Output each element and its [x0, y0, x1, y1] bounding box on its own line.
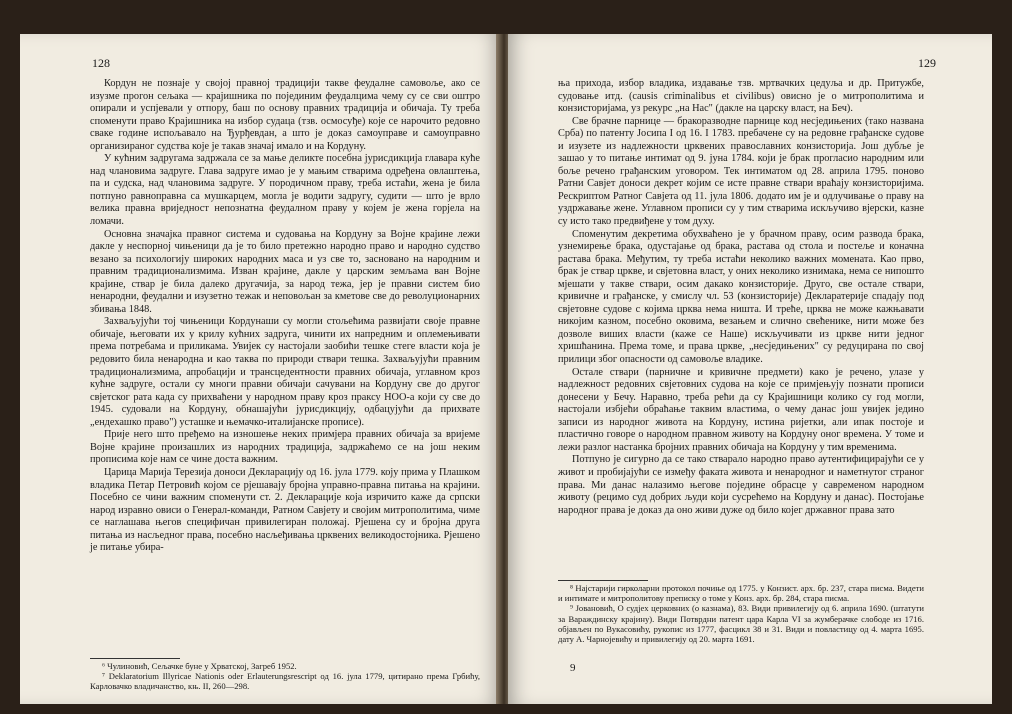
paragraph: Кордун не познаје у својој правној традицији такве феудалне самовоље, ако се изузме прогон сељака — крајишника по појединим феудалцима чему су се сви оштро опирали и успјевали у отпору, баш по основу правних традиција и обичаја. Ту треба споменути право Крајишника на избор судаца (тзв. осмосуђе) које се нарочито редовно сваке године испољавало на Ђурђевдан, а што је доказ самоуправе и самоуправно организираног судства које је такав значај имало и на Кордуну.: [90, 78, 480, 152]
right-page: [508, 34, 992, 704]
body-text: [558, 78, 924, 517]
paragraph: Потпуно је сигурно да се тако стварало народно право аутентифицирајући се у живот и пробијајући се између факата живота и ненародног и наметнутог страног права. Ми данас налазимо његове поједине обрасце у савременом народном животу (рецимо суд добрих људи који сусрећемо на Кордуну и данас). Постојање народног права је доказ да оно живи дуже од било којег државног права зато: [558, 454, 924, 516]
footnote: ⁹ Јовановић, О судјех церковних (о казнама), 83. Види привилегију од 6. априла 1690. (штатути за Вараждинску крајину). Види Потврдни патент цара Карла VI за жумберачке слободе из 1716. објављен по Вукасовићу, рукопис из 1777, фасцикл 38 и 31. Види и повластицу од 4. марта 1695. дату А. Чарнојевићу и привилегију од 20. марта 1691.: [558, 603, 924, 645]
body-text: [90, 78, 480, 555]
footnotes: [558, 583, 924, 644]
paragraph: ња прихода, избор владика, издавање тзв. мртвачких цедуља и др. Притужбе, судовање итд. (causis criminalibus et civilibus) овисно је о митрополитима и конзисторијама, уз рекурс „на Нас" (дакле на царску власт, на Беч).: [558, 78, 924, 115]
paragraph: Споменутим декретима обухваћено је у брачном праву, осим развода брака, узнемирење брака, одустајање од брака, растава од стола и постеље и коначна растава брака. Међутим, ту треба истаћи неколико важних момената. Као прво, брак је ствар цркве, и свјетовна власт, у оних неколико изнимака, нема се нипошто мјешати у такве ствари, осим дакако конзисторије. Друго, све остале ствари, кривичне и грађанске, у смислу чл. 53 (конзисторије) Декларатерије спадају под свјетовне судове с којима црква нема ништа. И треће, црква не може кажњавати никојим казном, посебно оковима, везањем и слично свећенике, нити може без дозволе виших власти (каже се Наше) искључивати из цркве нити једног хришћанина. Према томе, и права цркве, „несједињених" су редуцирана по свој прилици због опасности од самовоље владике.: [558, 228, 924, 366]
paragraph: Царица Марија Терезија доноси Декларацију од 16. јула 1779. коју прима у Плашком владика Петар Петровић којом се рјешавају бројна управно-правна питања на крајини. Посебно се чини важним споменути ст. 2. Декларације која изричито каже да српски народ изравно овиси о Генерал-команди, Ратном Савјету и својим митрополитима, чиме се наглашава његов специфичан привилегиран положај. Рјешена су и бројна друга питања из насљедног права, посебно насљеђивања црквених великодостојника. Рјешено је питање убира-: [90, 466, 480, 554]
footnote: ⁸ Најстарији гирколарни протокол почиње од 1775. у Конзист. арх. бр. 237, стара писма. Видети и интимате и митрополитову преписку о томе у Конз. арх. бр. 284, стара писма.: [558, 583, 924, 604]
page-number: 128: [92, 56, 110, 70]
footnote: ⁷ Deklaratorium Illyricae Nationis oder Erlauterungsrescript од 16. јула 1779, цитирано према Грбићу, Карловачко владичанство, књ. II, 260—298.: [90, 671, 480, 692]
paragraph: У кућним задругама задржала се за мање деликте посебна јурисдикција главара куће над члановима задруге. Глава задруге имао је у мањим стварима одређена овлаштења, па и судска, над члановима задруге. У породичном праву, треба истаћи, жена је била потпуно равноправна са мушкарцем, могла је водити задругу, судити — што је врло велика правна вриједност непознатна феудалном праву у којем је жена горјела на ломачи.: [90, 153, 480, 228]
footnote-divider: [90, 658, 180, 659]
paragraph: Све брачне парнице — бракоразводне парнице код несједињених (тако названа Срба) по патенту Јосипа I од 16. I 1783. пребачене су на редовне грађанске судове и изузете из надлежности црквених православних конзисторија. Још дубље је зашао у то питање интимат од 9. јуна 1784. који је брак прогласио народним или боље речено грађанским уговором. Тек интиматом од 28. априла 1795. поново Ратни Савјет доноси декрет којим се исте правне ствари враћају конзисторијима. Рескриптом Ратног Савјета од 11. јула 1806. додато им је и одлучивање о праву на уздржавање жене. Углавном прописи су у тим стварима искључиво вјерски, казне су исто тако предвиђене у том духу.: [558, 115, 924, 228]
footnote: ⁶ Чулиновић, Сељачке буне у Хрватској, Загреб 1952.: [102, 661, 297, 671]
paragraph: Остале ствари (парничне и кривичне предмети) како је речено, улазе у надлежност редовних свјетовних судова на које се примјењују познати прописи донесени у Бечу. Наравно, треба рећи да су Крајишници колико су год могли, настојали избјећи обраћање таквим властима, о чему данас још увијек једино записи из народног живота на Кордуну, истина ријетки, али ипак постоје и пластично говоре о народном правном животу на Кордуну оног времена. У томе и лежи разлог настанка бројних правних обичаја на Кордуну у тим временима.: [558, 366, 924, 453]
footnote-divider: [558, 580, 648, 581]
paragraph: Захваљујући тој чињеници Кордунаши су могли стољећима развијати своје правне обичаје, његовати их у крилу кућних задруга, чинити их напредним и оплемењивати према потребама и приликама. Увијек су настојали заобићи тешке стеге власти која је редовито била ненародна и као таква по природи ствари тешка. Захваљујући правним традиционализмима, апробацији и трансцедентности правних обичаја, углавном кроз кућне задруге, остали су многи правни обичаји сачувани на Кордуну све до другог свјетског рата када су прихваћени у народном праву кроз праксу НОО-а који су све до 1945. судовали на Кордуну, обнашајући јурисдикцију, одбацујући да прихвате „ендехашко право") усташке и њемачко-италијанске прописе).: [90, 316, 480, 428]
page-number: 129: [918, 56, 936, 70]
paragraph: Основна значајка правног система и судовања на Кордуну за Војне крајине лежи дакле у неспорној чињеници да је то било претежно народно право и народно судство везано за психологију широких народних маса и уз све то, засновано на народним и правним традиционализмима. Изван крајине, дакле у царским земљама ван Војне крајине, ствар је била далеко другачија, за народ тежа, јер је правни систем био ненародни, феудални и изузетно тежак и неповољан за кметове све до револуционарних збивања 1848.: [90, 228, 480, 315]
signature-mark: 9: [570, 662, 576, 674]
left-page: [20, 34, 500, 704]
paragraph: Прије него што пређемо на изношење неких примјера правних обичаја за вријеме Војне крајине произашлих из народних традиција, задржаћемо се на још неким прописима које нам се чине доста важним.: [90, 429, 480, 466]
footnotes: [90, 661, 480, 692]
